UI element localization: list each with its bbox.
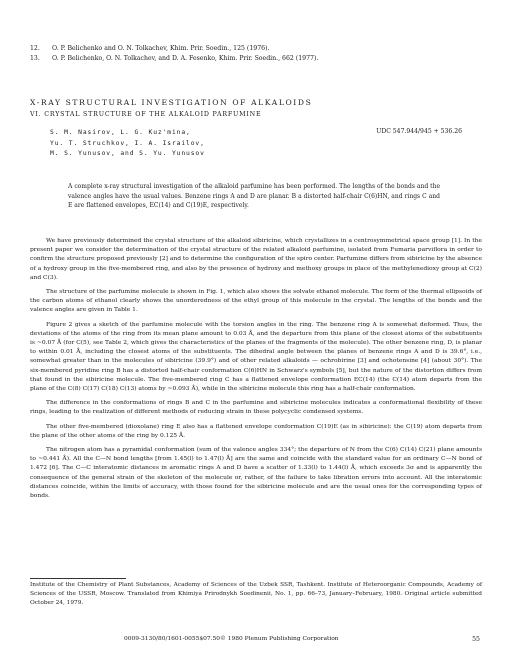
reference-list xyxy=(30,44,480,63)
body-paragraph: The nitrogen atom has a pyramidal conformation (sum of the valence angles 334°; the departure of N from the C(6) C(14) C(21) plane amounts to ~0.441 Å). All the C—N bond lengths [from 1.45(l) to 1.47(l) Å] are the same and coincide with the standard value for an ordinary C—N bond of 1.472 [6]. The C—C interatomic distances in aromatic rings A and D have a scatter of 1.33(l) to 1.44(l) Å, which exceeds 3σ and is apparently the consequence of the general strain of the skeleton of the molecule or, rather, of the failure to take libration errors into account. All the interatomic distances coincide, within the limits of accuracy, with those found for the sibiricine molecule and are the usual ones for the corresponding types of bonds. xyxy=(30,446,482,500)
reference-number: 12. xyxy=(30,45,40,52)
copyright-line: 0009-3130/80/1601-0055$07.50© 1980 Plenum Publishing Corporation xyxy=(124,636,339,642)
abstract: A complete x-ray structural investigation of the alkaloid parfumine has been performed. The lengths of the bonds and the valence angles have the usual values. Benzene rings A and D are planar. B a distorted half-chair C(6)HN, and rings C and E are flattened envelopes, EC(14) and C(19)E, respectively. xyxy=(68,183,440,209)
body-paragraph: We have previously determined the crystal structure of the alkaloid sibiricine, which crystallizes in a centrosymmetrical space group [1]. In the present paper we consider the determination of the crystal structure of the related alkaloid parfumine, isolated from Fumaria parviflora in order to confirm the structure proposed previously [2] and to determine the configuration of the spiro center. Parfumine differs from sibiricine by the absence of a hydroxy group in the five-membered ring, and also by the presence of hydroxy and methoxy groups in place of the methylenedioxy group at C(2) and C(3). xyxy=(30,237,482,281)
body-paragraph: Figure 2 gives a sketch of the parfumine molecule with the torsion angles in the ring. The benzene ring A is somewhat deformed. Thus, the deviations of the atoms of the ring from its mean plane amount to 0.03 Å, and the departure from this plane of the closest atoms of the substituents is ~0.07 Å (for C(5), see Table 2, which gives the characteristics of the planes of the fragments of the molecule). The other benzene ring, D, is planar to within 0.01 Å, including the closest atoms of the substituents. The dihedral angle between the planes of benzene rings A and D is 39.6°, i.e., somewhat greater than in the molecules of sibiricine (39.9°) and of other related alkaloids — ochrobirine [3] and ochotensine [4] (about 30°). The six-membered pyridine ring B has a distorted half-chair conformation C(6)HN in Schwarz's symbols [5], but the nature of the distortion differs from that found in the sibiricine molecule. The five-membered ring C has a flattened envelope conformation EC(14) (the C(14) atom departs from the plane of the C(8) C(17) C(18) C(13) atoms by ~0.093 Å), while in the sibiricine molecule this ring has a half-chair conformation. xyxy=(30,320,482,393)
author-line: M. S. Yunusov, and S. Yu. Yunusov xyxy=(50,150,205,157)
udc-code: UDC 547.944/945 + 536.26 xyxy=(376,128,462,135)
reference-item xyxy=(30,44,480,54)
article-title: X-RAY STRUCTURAL INVESTIGATION OF ALKALOIDS xyxy=(30,98,313,107)
article-subtitle: VI. CRYSTAL STRUCTURE OF THE ALKALOID PARFUMINE xyxy=(30,111,262,118)
author-list xyxy=(50,128,205,160)
body-paragraph: The other five-membered (dioxolane) ring E also has a flattened envelope conformation C(19)E (as in sibiricine): the C(19) atom departs from the plane of the other atoms of the ring by 0.125 Å. xyxy=(30,422,482,439)
reference-number: 13. xyxy=(30,54,40,62)
reference-item xyxy=(30,54,480,64)
affiliation-footnote: Institute of the Chemistry of Plant Substances, Academy of Sciences of the Uzbek SSR, Tashkent. Institute of Heteroorganic Compounds, Academy of Sciences of the USSR, Moscow. Translated from Khimiya Prirodnykh Soedinenii, No. 1, pp. 66–73, January–February, 1980. Original article submitted October 24, 1979. xyxy=(30,582,482,607)
page-number: 55 xyxy=(472,636,480,643)
body-paragraph: The structure of the parfumine molecule is shown in Fig. 1, which also shows the solvate ethanol molecule. The form of the thermal ellipsoids of the carbon atoms of ethanol clearly shows the unorderedness of the ethyl group of this molecule in the crystal. The lengths of the bonds and the valence angles are given in Table 1. xyxy=(30,288,482,314)
reference-text: O. P. Belichenko, O. N. Tolkachev, and D. A. Fesenko, Khim. Prir. Soedin., 662 (1977). xyxy=(52,54,319,62)
article-body xyxy=(30,236,482,505)
author-line: S. M. Nasirov, L. G. Kuz'mina, xyxy=(50,129,191,136)
body-paragraph: The difference in the conformations of rings B and C in the parfumine and sibiricine molecules indicates a conformational flexibility of these rings, leading to the realization of different methods of reducing strain in these polycyclic condensed systems. xyxy=(30,399,482,416)
reference-text: O. P. Belichenko and O. N. Tolkachev, Khim. Prir. Soedin., 125 (1976). xyxy=(52,45,270,52)
author-line: Yu. T. Struchkov, I. A. Israilov, xyxy=(50,139,205,147)
footnote-divider xyxy=(30,578,126,579)
